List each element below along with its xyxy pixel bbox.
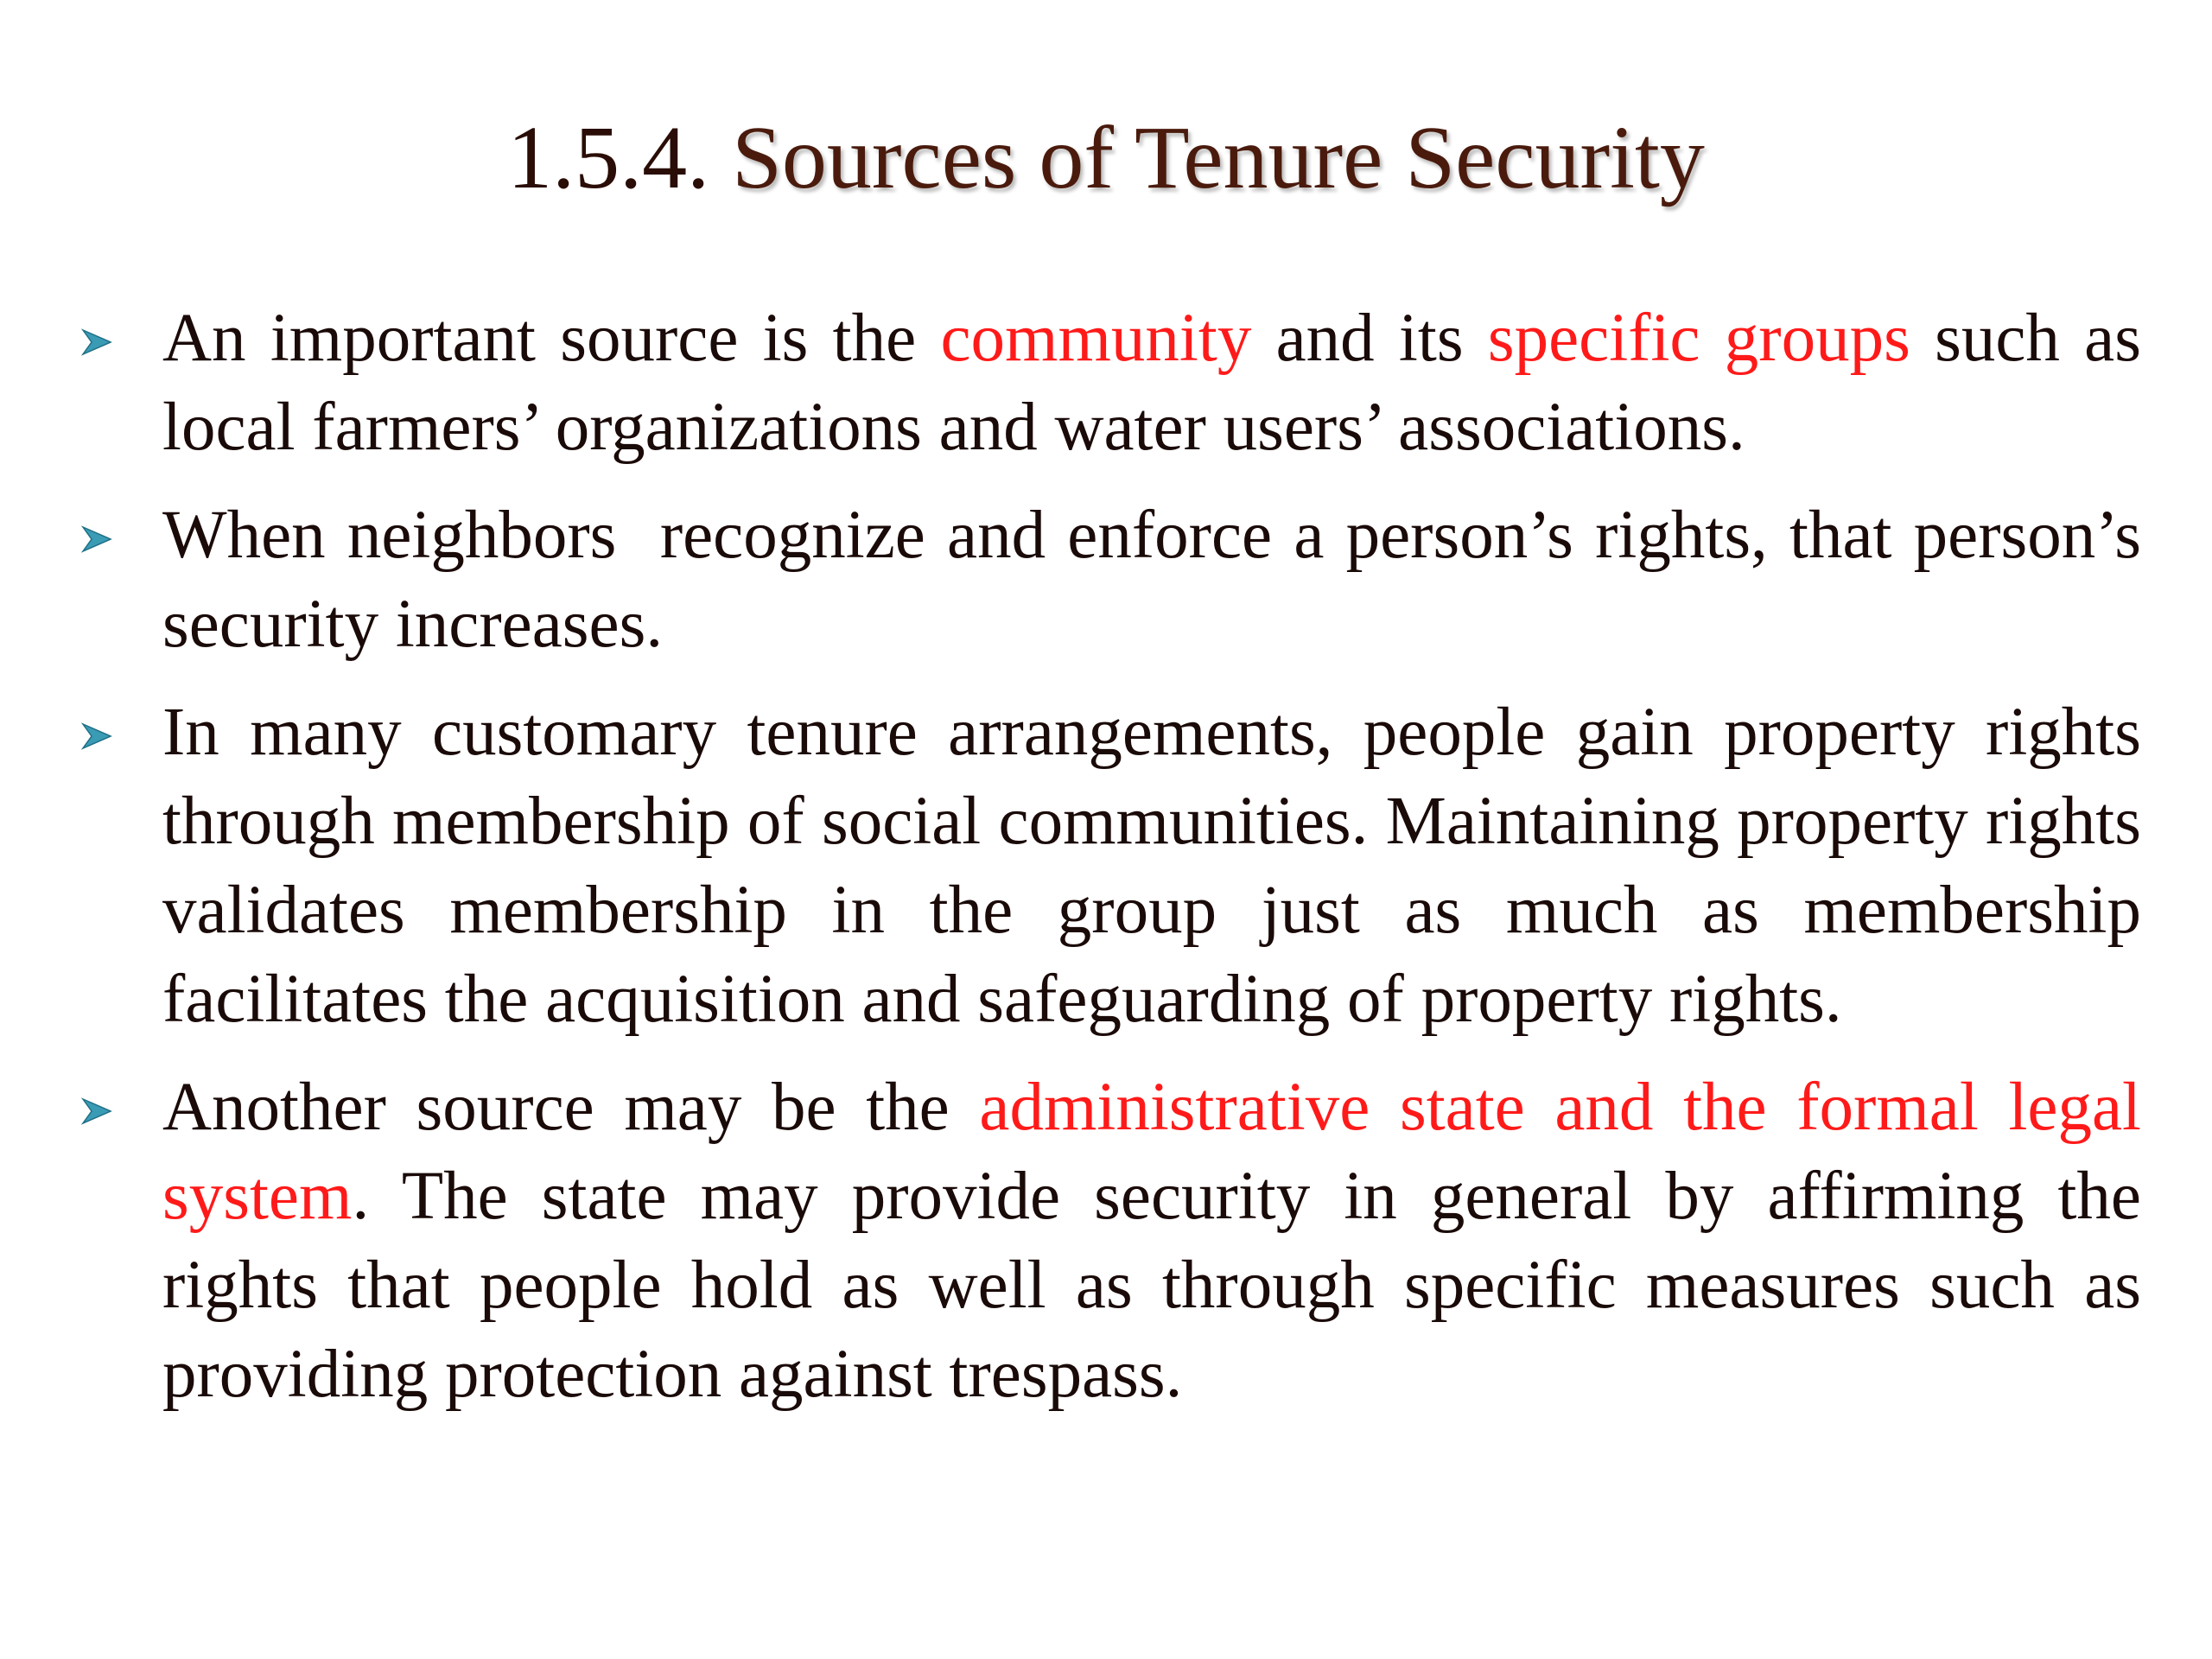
arrowhead-bullet-icon xyxy=(79,522,114,556)
bullet-1-part-1: An important source is the xyxy=(162,301,941,376)
bullet-text-4 xyxy=(162,1063,2141,1419)
bullet-1-part-3: such as local farmers’ organizations and water users’ associations. xyxy=(162,301,2141,465)
title-text: Sources of Tenure Security xyxy=(732,108,1705,207)
highlight-specific-groups: specific groups xyxy=(1487,301,1910,376)
bullet-item-1 xyxy=(79,294,2141,472)
bullet-2-part-1: When neighbors recognize and enforce a person’s rights, that person’s security increases. xyxy=(162,498,2158,662)
highlight-community: community xyxy=(940,301,1252,376)
title-number: 1.5.4. xyxy=(507,108,710,207)
bullet-3-part-1: In many customary tenure arrangements, people gain property rights through membership of social communities. Maintaining property rights validates membership in the group just as much as membership facilitates the acquisition and safeguarding of property rights. xyxy=(162,695,2141,1037)
bullet-item-4 xyxy=(79,1063,2141,1419)
bullet-item-2 xyxy=(79,491,2158,669)
highlight-administrative-state: administrative state and the formal legal system xyxy=(162,1070,2141,1234)
bullet-4-part-1: Another source may be the xyxy=(162,1070,980,1145)
bullet-4-part-2: . The state may provide security in general by affirming the rights that people hold as well as through specific measures such as providing protection against trespass. xyxy=(162,1159,2141,1412)
bullet-text-1 xyxy=(162,294,2141,472)
bullet-1-part-2: and its xyxy=(1251,301,1488,376)
bullet-item-3 xyxy=(79,688,2141,1044)
bullet-list xyxy=(79,294,2158,1438)
arrowhead-bullet-icon xyxy=(79,1094,114,1128)
slide-title xyxy=(0,102,2212,214)
arrowhead-bullet-icon xyxy=(79,325,114,359)
arrowhead-bullet-icon xyxy=(79,719,114,753)
bullet-text-3 xyxy=(162,688,2141,1044)
bullet-text-2 xyxy=(162,491,2158,669)
